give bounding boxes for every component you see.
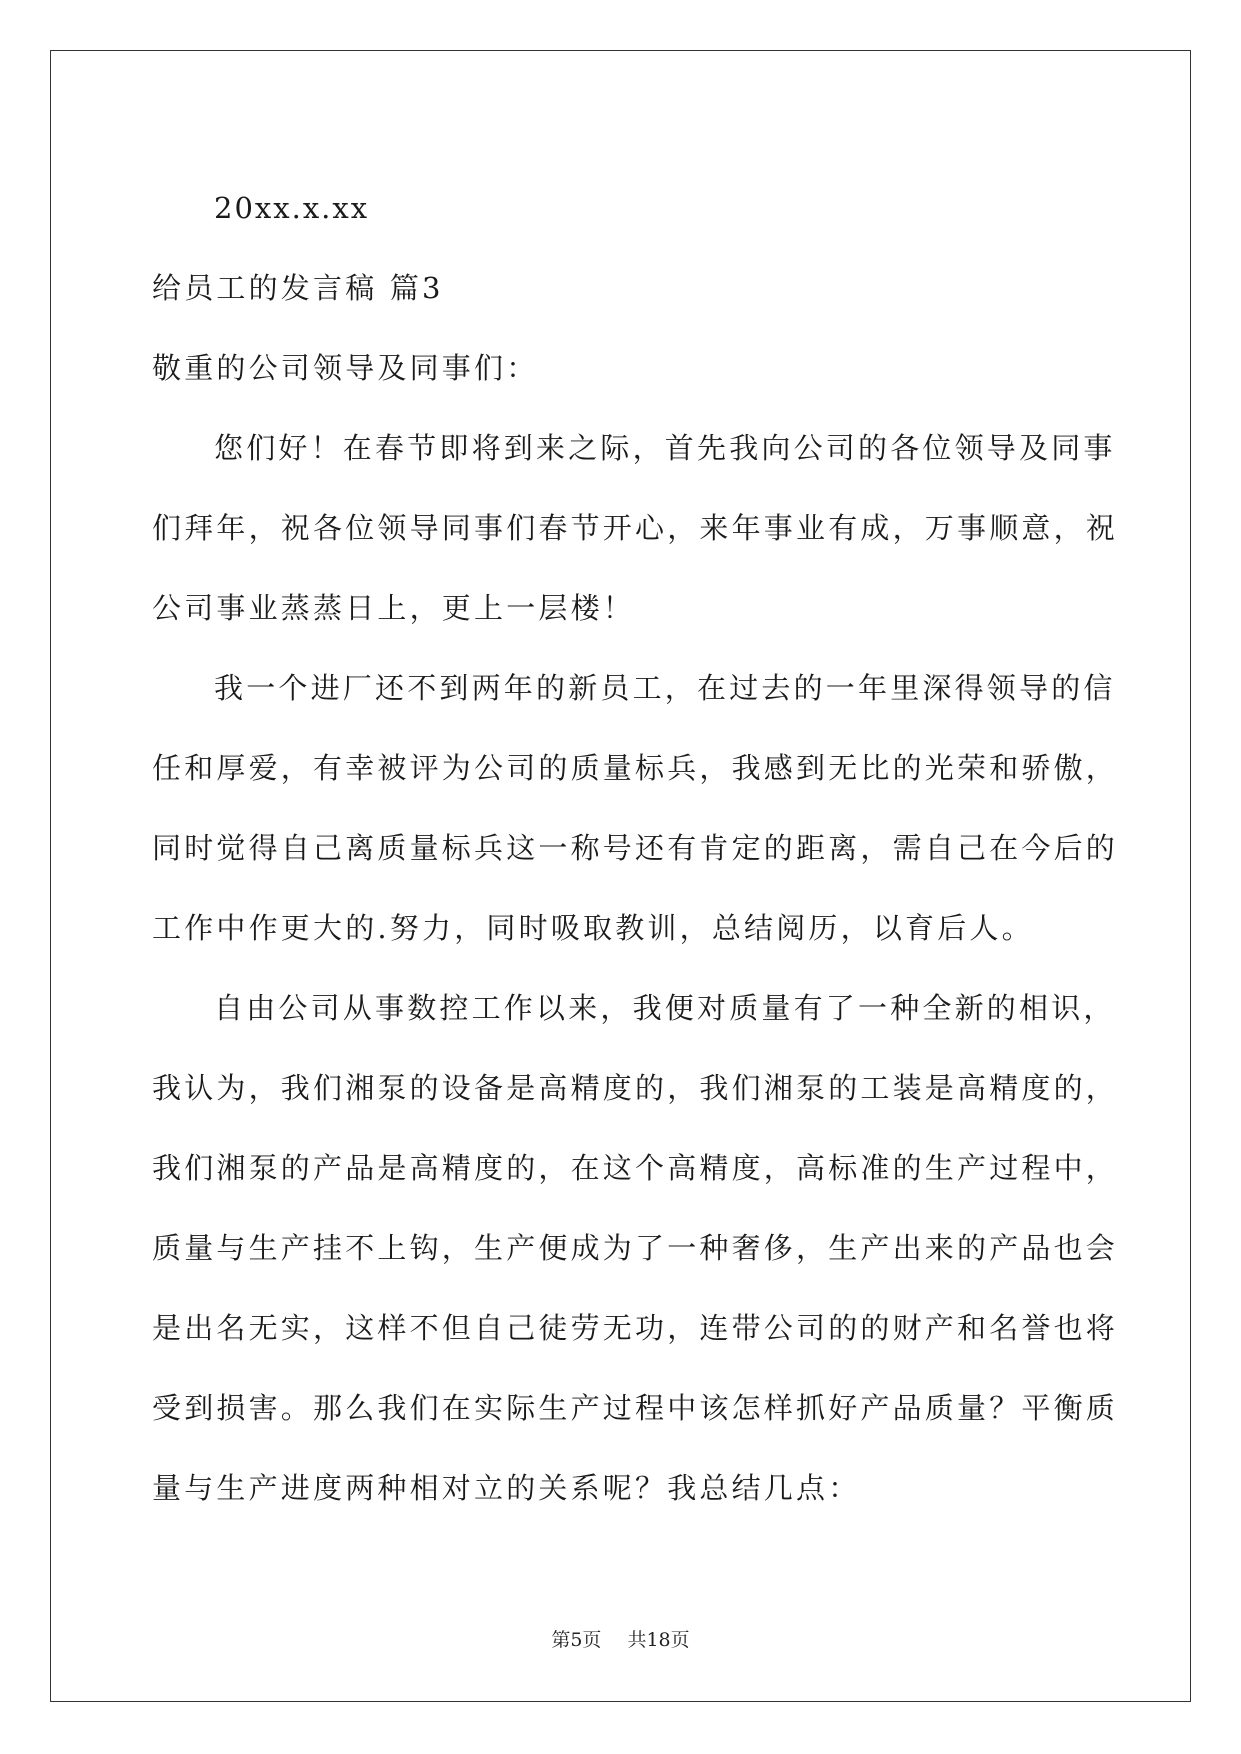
paragraph-line: 工作中作更大的.努力，同时吸取教训，总结阅历，以育后人。 <box>152 911 1034 945</box>
paragraph-line: 同时觉得自己离质量标兵这一称号还有肯定的距离，需自己在今后的 <box>152 831 1119 865</box>
salutation: 敬重的公司领导及同事们： <box>152 351 539 385</box>
paragraph-line: 公司事业蒸蒸日上，更上一层楼！ <box>152 591 636 625</box>
paragraph-line: 是出名无实，这样不但自己徒劳无功，连带公司的的财产和名誉也将 <box>152 1311 1119 1345</box>
paragraph-line: 我们湘泵的产品是高精度的，在这个高精度，高标准的生产过程中， <box>152 1151 1119 1185</box>
paragraph-line: 任和厚爱，有幸被评为公司的质量标兵，我感到无比的光荣和骄傲， <box>152 751 1119 785</box>
page-footer <box>0 1625 1241 1652</box>
page-number: 第5页 <box>551 1629 602 1651</box>
document-date: 20xx.x.xx <box>214 191 370 225</box>
paragraph-line: 您们好！在春节即将到来之际，首先我向公司的各位领导及同事 <box>214 431 1116 465</box>
page-total: 共18页 <box>627 1629 690 1651</box>
document-heading: 给员工的发言稿 篇3 <box>152 271 444 305</box>
paragraph-3 <box>152 968 1119 1528</box>
paragraph-line: 我认为，我们湘泵的设备是高精度的，我们湘泵的工装是高精度的， <box>152 1071 1119 1105</box>
paragraph-2 <box>152 648 1119 968</box>
paragraph-line: 质量与生产挂不上钩，生产便成为了一种奢侈，生产出来的产品也会 <box>152 1231 1119 1265</box>
document-body <box>152 168 1119 1528</box>
paragraph-line: 我一个进厂还不到两年的新员工，在过去的一年里深得领导的信 <box>214 671 1116 705</box>
paragraph-line: 们拜年，祝各位领导同事们春节开心，来年事业有成，万事顺意，祝 <box>152 511 1119 545</box>
paragraph-line: 量与生产进度两种相对立的关系呢？我总结几点： <box>152 1471 861 1505</box>
paragraph-1 <box>152 408 1119 648</box>
paragraph-line: 自由公司从事数控工作以来，我便对质量有了一种全新的相识， <box>214 991 1116 1025</box>
paragraph-line: 受到损害。那么我们在实际生产过程中该怎样抓好产品质量？平衡质 <box>152 1391 1119 1425</box>
